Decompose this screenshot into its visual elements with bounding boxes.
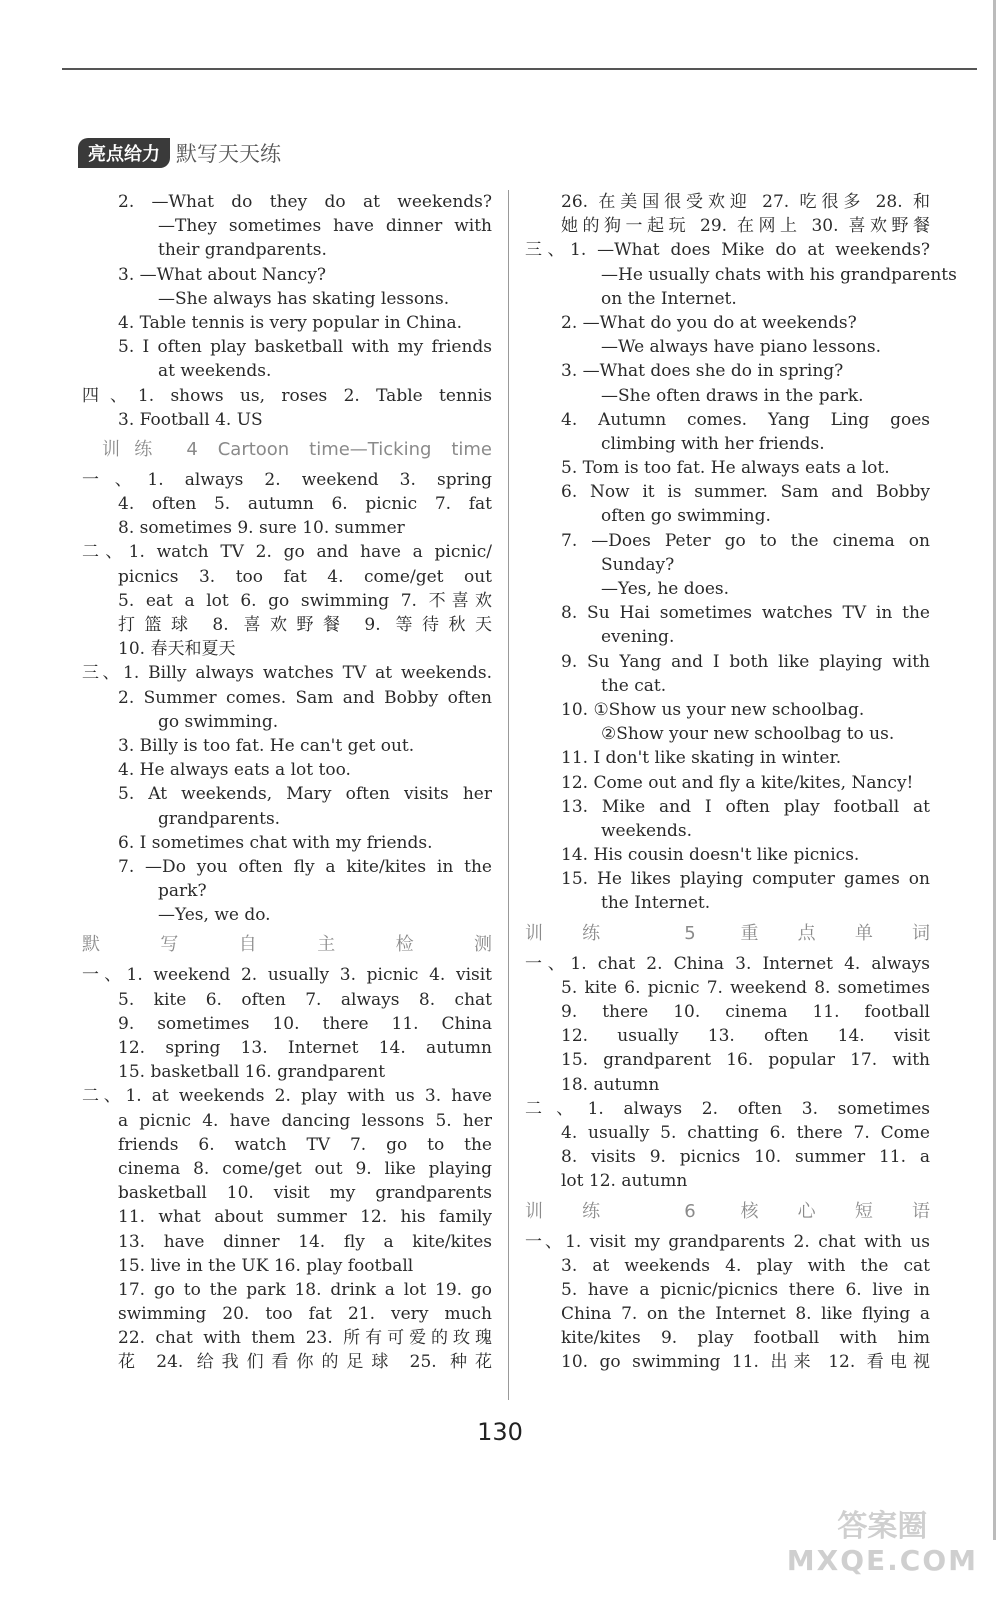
answer-line: 10. ①Show us your new schoolbag. <box>561 699 865 720</box>
answer-line: 13. Mike and I often play football at <box>561 796 930 817</box>
answer-line: climbing with her friends. <box>601 433 825 454</box>
answer-line: evening. <box>601 627 675 648</box>
answer-line: 4. often 5. autumn 6. picnic 7. fat <box>118 494 492 515</box>
answer-line: —We always have piano lessons. <box>601 337 881 358</box>
answer-line: cinema 8. come/get out 9. like playing <box>118 1158 492 1179</box>
answer-line: ②Show your new schoolbag to us. <box>601 724 895 745</box>
answer-line: 26. 在美国很受欢迎 27. 吃很多 28. 和 <box>561 192 930 212</box>
answer-line: swimming 20. too fat 21. very much <box>118 1304 492 1325</box>
answer-line: 5. At weekends, Mary often visits her <box>118 784 492 805</box>
answer-line: 3. at weekends 4. play with the cat <box>561 1255 930 1276</box>
answer-line: 5. have a picnic/picnics there 6. live in <box>561 1279 930 1300</box>
answer-line: friends 6. watch TV 7. go to the <box>118 1134 492 1155</box>
header-badge: 亮点给力 <box>78 138 170 168</box>
answer-line: park? <box>158 881 207 902</box>
section-heading: 默写自主检测 <box>82 934 492 956</box>
answer-line: 15. live in the UK 16. play football <box>118 1255 414 1276</box>
answer-line: 2. Summer comes. Sam and Bobby often <box>118 687 492 708</box>
watermark-logo <box>787 1510 978 1578</box>
answer-line: Sunday? <box>601 554 675 575</box>
answer-line: 10. 春天和夏天 <box>118 639 236 660</box>
watermark-url: MXQE.COM <box>786 1544 978 1577</box>
answer-line: 3. Billy is too fat. He can't get out. <box>118 735 415 756</box>
page-header <box>78 138 281 168</box>
answer-line: 3. —What about Nancy? <box>118 264 327 285</box>
answer-line: 12. spring 13. Internet 14. autumn <box>118 1038 492 1058</box>
answer-line: 15. basketball 16. grandparent <box>118 1062 386 1083</box>
answer-line: at weekends. <box>158 361 272 382</box>
answer-line: 她的狗一起玩 29. 在网上 30. 喜欢野餐 <box>561 216 930 237</box>
left-column <box>82 190 492 1375</box>
answer-line: 二、1. watch TV 2. go and have a picnic/ <box>82 542 492 563</box>
answer-line: 三、1. Billy always watches TV at weekends. <box>82 663 492 684</box>
answer-line: kite/kites 9. play football with him <box>561 1328 930 1349</box>
answer-line: 8. Su Hai sometimes watches TV in the <box>561 603 930 624</box>
answer-line: 5. I often play basketball with my friends <box>118 337 492 358</box>
answer-line: 10. go swimming 11. 出来 12. 看电视 <box>561 1352 930 1373</box>
answer-line: 8. sometimes 9. sure 10. summer <box>118 518 405 539</box>
section-heading: 训练 4 Cartoon time—Ticking time <box>102 438 492 460</box>
answer-line: —He usually chats with his grandparents <box>601 264 957 285</box>
answer-line: 12. Come out and fly a kite/kites, Nancy! <box>561 772 914 793</box>
answer-line: 15. grandparent 16. popular 17. with <box>561 1050 930 1071</box>
answer-line: 9. sometimes 10. there 11. China <box>118 1013 492 1034</box>
column-divider <box>508 190 509 1400</box>
answer-line: —She often draws in the park. <box>601 385 864 406</box>
answer-line: 3. —What does she do in spring? <box>561 361 844 382</box>
answer-line: 14. His cousin doesn't like picnics. <box>561 845 860 866</box>
answer-line: 4. He always eats a lot too. <box>118 760 351 781</box>
answer-line: lot 12. autumn <box>561 1171 688 1192</box>
answer-line: 22. chat with them 23. 所有可爱的玫瑰 <box>118 1328 492 1349</box>
answer-line: 3. Football 4. US <box>118 409 263 430</box>
answer-line: China 7. on the Internet 8. like flying a <box>561 1304 930 1325</box>
answer-line: 四、1. shows us, roses 2. Table tennis <box>82 385 492 406</box>
answer-line: 9. there 10. cinema 11. football <box>561 1002 930 1022</box>
answer-line: 15. He likes playing computer games on <box>561 869 930 890</box>
top-rule <box>62 68 977 70</box>
answer-line: 5. kite 6. picnic 7. weekend 8. sometimes <box>561 977 930 998</box>
answer-line: 8. visits 9. picnics 10. summer 11. a <box>561 1147 930 1168</box>
answer-line: the cat. <box>601 675 667 696</box>
answer-line: 4. Table tennis is very popular in China. <box>118 312 463 333</box>
answer-line: basketball 10. visit my grandparents <box>118 1183 492 1204</box>
header-subtitle: 默写天天练 <box>176 142 281 166</box>
section-heading: 训练 6 核心短语 <box>525 1200 930 1222</box>
answer-line: often go swimming. <box>601 506 771 527</box>
answer-line: 2. —What do you do at weekends? <box>561 312 857 333</box>
answer-line: 一、1. chat 2. China 3. Internet 4. always <box>525 953 930 974</box>
answer-line: 4. Autumn comes. Yang Ling goes <box>561 409 930 430</box>
answer-line: 6. Now it is summer. Sam and Bobby <box>561 482 930 503</box>
answer-line: 17. go to the park 18. drink a lot 19. go <box>118 1279 492 1300</box>
answer-line: 5. kite 6. often 7. always 8. chat <box>118 989 492 1010</box>
answer-line: 12. usually 13. often 14. visit <box>561 1026 930 1047</box>
answer-line: 一、1. always 2. weekend 3. spring <box>82 469 492 490</box>
answer-line: 2. —What do they do at weekends? <box>118 192 492 212</box>
answer-line: 二、1. always 2. often 3. sometimes <box>525 1098 930 1119</box>
answer-line: grandparents. <box>158 808 281 829</box>
answer-line: 6. I sometimes chat with my friends. <box>118 832 433 853</box>
watermark-text: 答案圈 <box>837 1509 928 1544</box>
answer-line: 打篮球 8. 喜欢野餐 9. 等待秋天 <box>118 615 492 635</box>
answer-line: 13. have dinner 14. fly a kite/kites <box>118 1231 492 1252</box>
answer-line: 一、1. weekend 2. usually 3. picnic 4. visit <box>82 965 492 986</box>
answer-line: 花 24. 给我们看你的足球 25. 种花 <box>118 1352 492 1373</box>
answer-line: 5. eat a lot 6. go swimming 7. 不喜欢 <box>118 590 492 611</box>
answer-line: picnics 3. too fat 4. come/get out <box>118 566 492 587</box>
answer-line: a picnic 4. have dancing lessons 5. her <box>118 1110 492 1131</box>
answer-line: on the Internet. <box>601 288 737 309</box>
answer-line: 5. Tom is too fat. He always eats a lot. <box>561 458 890 479</box>
answer-line: 7. —Does Peter go to the cinema on <box>561 530 930 551</box>
answer-line: —She always has skating lessons. <box>158 288 450 309</box>
answer-line: 18. autumn <box>561 1074 660 1095</box>
answer-line: 一、1. visit my grandparents 2. chat with us <box>525 1231 930 1252</box>
answer-line: 7. —Do you often fly a kite/kites in the <box>118 856 492 877</box>
answer-line: 9. Su Yang and I both like playing with <box>561 651 930 672</box>
answer-line: go swimming. <box>158 711 279 732</box>
answer-line: 二、1. at weekends 2. play with us 3. have <box>82 1086 492 1107</box>
answer-line: —They sometimes have dinner with <box>158 216 492 237</box>
answer-line: 4. usually 5. chatting 6. there 7. Come <box>561 1122 930 1143</box>
answer-line: —Yes, he does. <box>601 579 730 599</box>
answer-line: 三、1. —What does Mike do at weekends? <box>525 240 930 261</box>
answer-line: 11. what about summer 12. his family <box>118 1207 492 1228</box>
answer-line: weekends. <box>601 820 692 841</box>
answer-line: their grandparents. <box>158 240 327 261</box>
page-number: 130 <box>477 1418 523 1446</box>
answer-line: 11. I don't like skating in winter. <box>561 748 842 769</box>
right-column <box>525 190 957 1375</box>
section-heading: 训练 5 重点单词 <box>525 922 930 944</box>
page-edge <box>993 0 996 1540</box>
answer-line: —Yes, we do. <box>158 905 271 926</box>
answer-line: the Internet. <box>601 893 711 914</box>
